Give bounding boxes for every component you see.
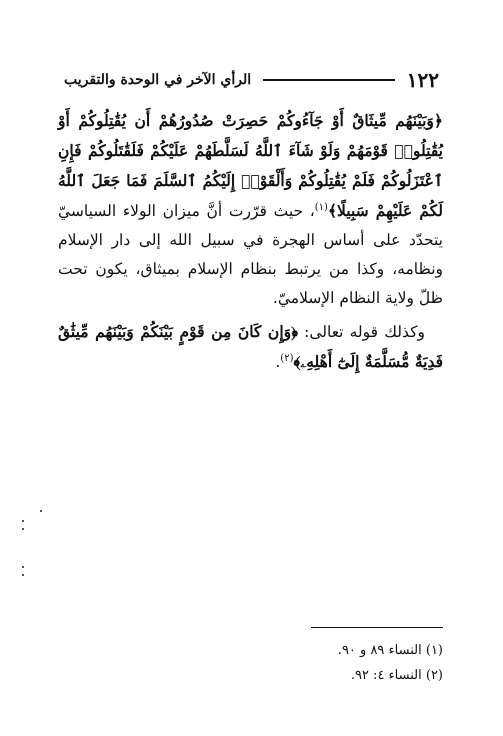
- paragraph-2: [58, 317, 443, 377]
- footnotes: [60, 638, 443, 688]
- footnote-ref-1: (١): [314, 201, 328, 213]
- footnote-ref-2: (٢): [280, 352, 294, 364]
- running-title: الرأي الآخر في الوحدة والتقريب: [64, 72, 252, 88]
- page-header: [64, 68, 439, 92]
- quran-verse-2: ﴿وَإِن كَانَ مِن قَوْمٍ بَيْنَكُمْ وَبَيْنَهُم مِّيثَٰقٌ فَدِيَةٌ مُّسَلَّمَةٌ إِلَىٰٓ أَهْلِهِۦ﴾: [58, 322, 443, 371]
- paragraph-2-end: .: [275, 353, 281, 371]
- scan-speck: [22, 520, 24, 522]
- header-rule: [263, 79, 395, 80]
- body-text: [58, 106, 443, 381]
- quran-verse-1: ﴿وَبَيْنَهُم مِّيثَاقٌ أَوْ جَآءُوكُمْ حَصِرَتْ صُدُورُهُمْ أَن يُقَٰتِلُوكُمْ أَوْ يُقَٰتِلُوا۟ قَوْمَهُمْ وَلَوْ شَآءَ ٱللَّهُ لَسَلَّطَهُمْ عَلَيْكُمْ فَلَقَٰتَلُوكُمْ فَإِنِ ٱعْتَزَلُوكُمْ فَلَمْ يُقَٰتِلُوكُمْ وَأَلْقَوْا۟ إِلَيْكُمُ ٱلسَّلَمَ فَمَا جَعَلَ ٱللَّهُ لَكُمْ عَلَيْهِمْ سَبِيلًا﴾: [58, 111, 443, 220]
- scan-speck: [40, 510, 42, 512]
- paragraph-1-text: ، حيث قرّرت أنَّ ميزان الولاء السياسيّ يتحدّد على أساس الهجرة في سبيل الله إلى دار الإسلام ونظامه، وكذا من يرتبط بنظام الإسلام بميثاق، يكون تحت ظلّ ولاية النظام الإسلاميّ.: [58, 202, 443, 307]
- page-number: ١٢٢: [406, 68, 439, 92]
- scan-speck: [22, 528, 24, 530]
- footnote-1: (١) النساء ٨٩ و ٩٠.: [337, 643, 443, 658]
- scan-speck: [22, 574, 24, 576]
- paragraph-1: [58, 106, 443, 313]
- paragraph-2-intro: وكذلك قوله تعالى:: [297, 323, 425, 341]
- footnote-rule: [311, 627, 443, 628]
- scan-speck: [22, 566, 24, 568]
- footnote-2: (٢) النساء ٤: ٩٢.: [350, 668, 443, 683]
